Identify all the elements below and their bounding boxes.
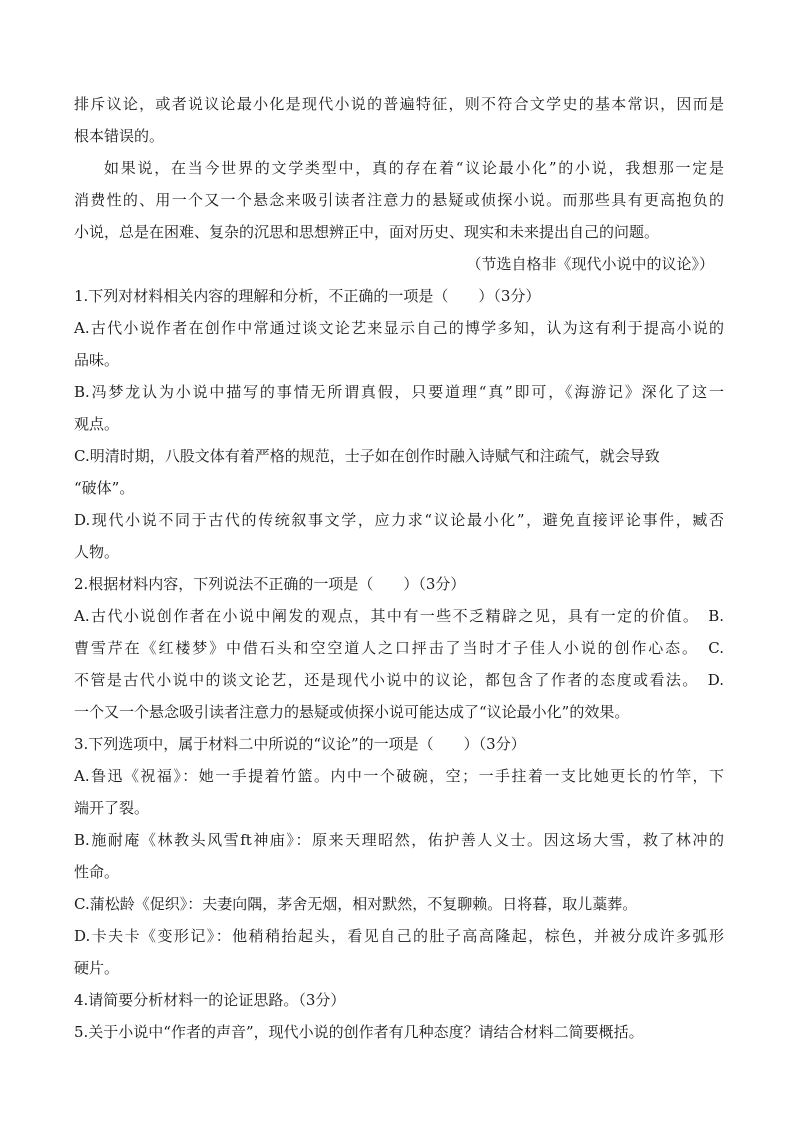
question-2-line: 一个又一个悬念吸引读者注意力的悬疑或侦探小说可能达成了“议论最小化”的效果。 (74, 703, 630, 721)
question-3-option-c: C.蒲松龄《促织》：夫妻向隅，茅舍无烟，相对默然，不复聊赖。日将暮，取儿藁葬。 (74, 895, 638, 913)
question-1-option-c-cont: “破体”。 (74, 479, 135, 497)
question-1-option-d: D.现代小说不同于古代的传统叙事文学，应力求“议论最小化”，避免直接评论事件，臧否 (74, 511, 724, 529)
question-1-option-a-cont: 品味。 (74, 351, 120, 369)
question-1-option-d-cont: 人物。 (74, 543, 120, 561)
question-3-option-d: D.卡夫卡《变形记》：他稍稍抬起头，看见自己的肚子高高隆起，棕色，并被分成许多弧形 (74, 927, 724, 945)
question-3-option-b: B.施耐庵《林教头风雪ft神庙》：原来天理昭然，佑护善人义士。因这场大雪，救了林冲的 (74, 831, 724, 849)
question-1-option-b: B.冯梦龙认为小说中描写的事情无所谓真假，只要道理“真”即可，《海游记》深化了这一 (74, 383, 724, 401)
question-3-option-a: A.鲁迅《祝福》：她一手提着竹篮。内中一个破碗，空；一手拄着一支比她更长的竹竿，下 (74, 767, 724, 785)
question-1-option-b-cont: 观点。 (74, 415, 120, 433)
question-3-option-a-cont: 端开了裂。 (74, 799, 150, 817)
passage-line: 消费性的、用一个又一个悬念来吸引读者注意力的悬疑或侦探小说。而那些具有更高抱负的 (74, 191, 724, 209)
question-1-option-c: C.明清时期，八股文体有着严格的规范，士子如在创作时融入诗赋气和注疏气，就会导致 (74, 447, 660, 465)
passage-line: 排斥议论，或者说议论最小化是现代小说的普遍特征，则不符合文学史的基本常识，因而是 (74, 95, 724, 113)
question-3-stem: 3.下列选项中，属于材料二中所说的“议论”的一项是（ ）（3分） (74, 735, 526, 753)
question-3-option-b-cont: 性命。 (74, 863, 120, 881)
passage-line: 如果说，在当今世界的文学类型中，真的存在着“议论最小化”的小说，我想那一定是 (104, 159, 724, 177)
question-2-line: 不管是古代小说中的谈文论艺，还是现代小说中的议论，都包含了作者的态度或看法。 D. (74, 671, 724, 689)
passage-line: 小说，总是在困难、复杂的沉思和思想辨正中，面对历史、现实和未来提出自己的问题。 (74, 223, 660, 241)
passage-line: 根本错误的。 (74, 127, 165, 145)
question-2-stem: 2.根据材料内容，下列说法不正确的一项是（ ）（3分） (74, 575, 466, 593)
question-3-option-d-cont: 硬片。 (74, 959, 120, 977)
question-1-stem: 1.下列对材料相关内容的理解和分析，不正确的一项是（ ）（3分） (74, 287, 541, 305)
question-2-line: A.古代小说创作者在小说中阐发的观点，其中有一些不乏精辟之见，具有一定的价值。 B. (74, 607, 724, 625)
passage-source: （节选自格非《现代小说中的议论》） (466, 255, 714, 273)
question-1-option-a: A.古代小说作者在创作中常通过谈文论艺来显示自己的博学多知，认为这有利于提高小说的 (74, 319, 724, 337)
question-4-stem: 4.请简要分析材料一的论证思路。（3分） (74, 991, 346, 1009)
question-5-stem: 5.关于小说中“作者的声音”，现代小说的创作者有几种态度？请结合材料二简要概括。 (74, 1023, 644, 1041)
question-2-line: 曹雪芹在《红楼梦》中借石头和空空道人之口抨击了当时才子佳人小说的创作心态。 C. (74, 639, 724, 657)
